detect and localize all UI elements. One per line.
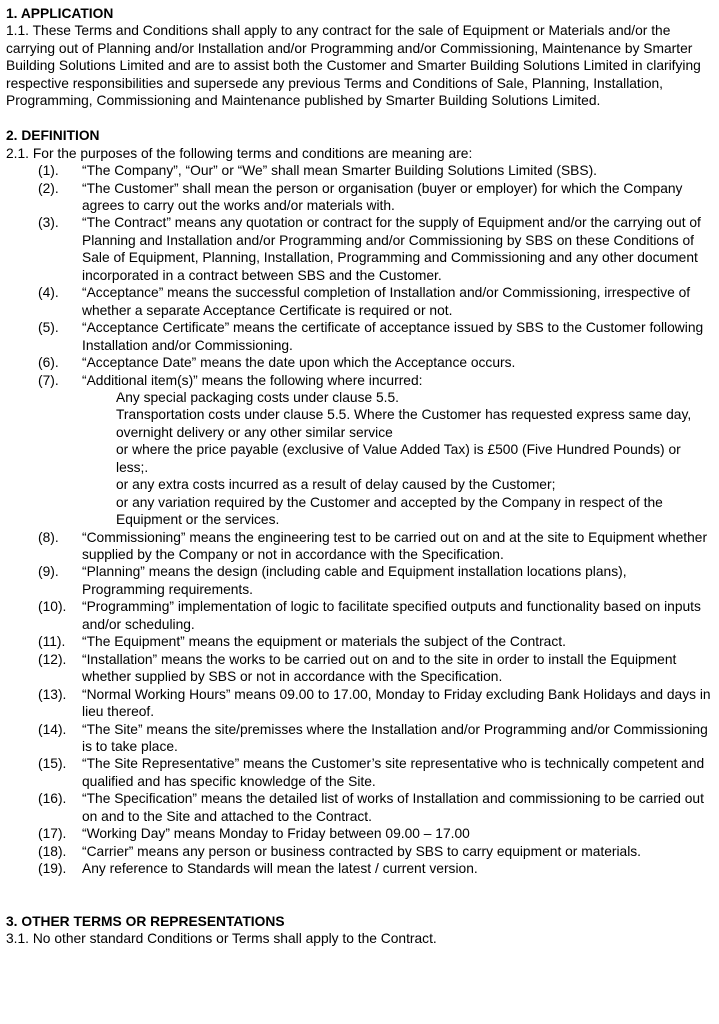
definition-text: “The Site” means the site/premisses where the Installation and/or Programming and/or Commissioning is to take place. — [82, 721, 708, 755]
definition-number: (13). — [38, 686, 67, 702]
definition-number: (2). — [38, 180, 59, 196]
definition-text: “Additional item(s)” means the following where incurred: — [82, 372, 423, 388]
definition-number: (14). — [38, 721, 67, 737]
definition-text: “Planning” means the design (including cable and Equipment installation locations plans), Programming requirements. — [82, 564, 627, 597]
clause-3-1: 3.1. No other standard Conditions or Terms shall apply to the Contract. — [6, 930, 437, 946]
additional-item: or any extra costs incurred as a result of delay caused by the Customer; — [116, 477, 556, 493]
definition-item — [38, 563, 713, 598]
definition-number: (18). — [38, 843, 67, 859]
definition-text: “Acceptance Certificate” means the certificate of acceptance issued by SBS to the Customer following Installation and/or Commissioning. — [82, 320, 704, 353]
definition-number: (8). — [38, 529, 59, 545]
definition-text: “Carrier” means any person or business contracted by SBS to carry equipment or materials. — [82, 843, 642, 859]
definition-text: “Programming” implementation of logic to facilitate specified outputs and functionality based on inputs and/or scheduling. — [82, 599, 701, 632]
definition-item — [38, 284, 713, 319]
definition-item — [38, 651, 713, 686]
additional-item: or any variation required by the Customer and accepted by the Company in respect of the Equipment or the services. — [116, 494, 663, 528]
definition-text: Any reference to Standards will mean the latest / current version. — [82, 861, 478, 877]
definition-number: (15). — [38, 756, 67, 772]
definition-number: (5). — [38, 320, 59, 336]
additional-item: or where the price payable (exclusive of Value Added Tax) is £500 (Five Hundred Pounds) or less;. — [116, 442, 681, 475]
definition-item — [38, 354, 713, 371]
definition-item — [38, 843, 713, 860]
definition-text: “Acceptance Date” means the date upon which the Acceptance occurs. — [82, 355, 516, 371]
definition-item — [38, 860, 713, 877]
definition-text: “Commissioning” means the engineering test to be carried out on and at the site to Equipment whether supplied by the Company or not in accordance with the Specification. — [82, 529, 708, 563]
section-3-heading: 3. OTHER TERMS OR REPRESENTATIONS — [6, 913, 285, 929]
additional-item: Any special packaging costs under clause 5.5. — [116, 389, 400, 405]
definition-number: (3). — [38, 215, 59, 231]
definition-item — [38, 755, 713, 790]
definition-number: (9). — [38, 564, 59, 580]
definition-text: “Working Day” means Monday to Friday between 09.00 – 17.00 — [82, 826, 470, 842]
definition-item — [38, 686, 713, 721]
definition-number: (4). — [38, 285, 59, 301]
definition-text: “The Specification” means the detailed list of works of Installation and commissioning to be carried out on and to the Site and attached to the Contract. — [82, 791, 704, 824]
clause-1-1: 1.1. These Terms and Conditions shall apply to any contract for the sale of Equipment or Materials and/or the carrying out of Planning and/or Installation and/or Programming and/or Commissioning, Maintenance by Smarter Building Solutions Limited and are to assist both the Customer and Smarter Building Solutions Limited in clarifying respective responsibilities and supersede any previous Terms and Conditions of Sale, Planning, Installation, Programming, Commissioning and Maintenance published by Smarter Building Solutions Limited. — [6, 23, 701, 109]
definition-number: (1). — [38, 163, 59, 179]
definition-text: “The Customer” shall mean the person or organisation (buyer or employer) for which the Company agrees to carry out the works and/or materials with. — [82, 180, 683, 213]
definition-item — [38, 633, 713, 650]
definition-number: (12). — [38, 651, 67, 667]
definition-item — [38, 319, 713, 354]
definition-item — [38, 529, 713, 564]
definition-number: (16). — [38, 791, 67, 807]
definition-text: “Installation” means the works to be carried out on and to the site in order to install the Equipment whether supplied by SBS or not in accordance with the Specification. — [82, 651, 677, 685]
definition-number: (7). — [38, 372, 59, 388]
definition-text: “The Contract” means any quotation or contract for the supply of Equipment and/or the carrying out of Planning and Installation and/or Programming and/or Commissioning by SBS on these Conditions of Sale of Equipment, Planning, Installation, Programming and Commissioning and any other document incorporated in a contract between SBS and the Customer. — [82, 215, 701, 283]
definition-item — [38, 162, 713, 179]
definition-text: “Acceptance” means the successful completion of Installation and/or Commissioning, irrespective of whether a separate Acceptance Certificate is required or not. — [82, 285, 691, 318]
section-1-heading: 1. APPLICATION — [6, 6, 114, 21]
definition-text: “The Company”, “Our” or “We” shall mean Smarter Building Solutions Limited (SBS). — [82, 163, 598, 179]
definition-text: “The Equipment” means the equipment or materials the subject of the Contract. — [82, 634, 566, 650]
definition-number: (19). — [38, 861, 67, 877]
definition-item — [38, 180, 713, 215]
additional-item: Transportation costs under clause 5.5. Where the Customer has requested express same day, overnight delivery or any other similar service — [116, 407, 692, 440]
definition-item — [38, 598, 713, 633]
clause-2-1-intro: 2.1. For the purposes of the following terms and conditions are meaning are: — [6, 145, 473, 161]
definition-item — [38, 825, 713, 842]
definition-text: “Normal Working Hours” means 09.00 to 17.00, Monday to Friday excluding Bank Holidays and days in lieu thereof. — [82, 686, 711, 720]
definition-item — [38, 214, 713, 284]
additional-items-list — [6, 389, 713, 529]
section-2-heading: 2. DEFINITION — [6, 128, 100, 144]
definition-item — [38, 790, 713, 825]
definition-number: (17). — [38, 826, 67, 842]
definition-item — [38, 721, 713, 756]
definition-item — [38, 372, 713, 389]
definition-number: (10). — [38, 599, 67, 615]
definition-list — [6, 162, 713, 878]
definition-text: “The Site Representative” means the Customer’s site representative who is technically competent and qualified and has specific knowledge of the Site. — [82, 756, 705, 789]
definition-number: (11). — [38, 634, 66, 650]
definition-number: (6). — [38, 355, 59, 371]
